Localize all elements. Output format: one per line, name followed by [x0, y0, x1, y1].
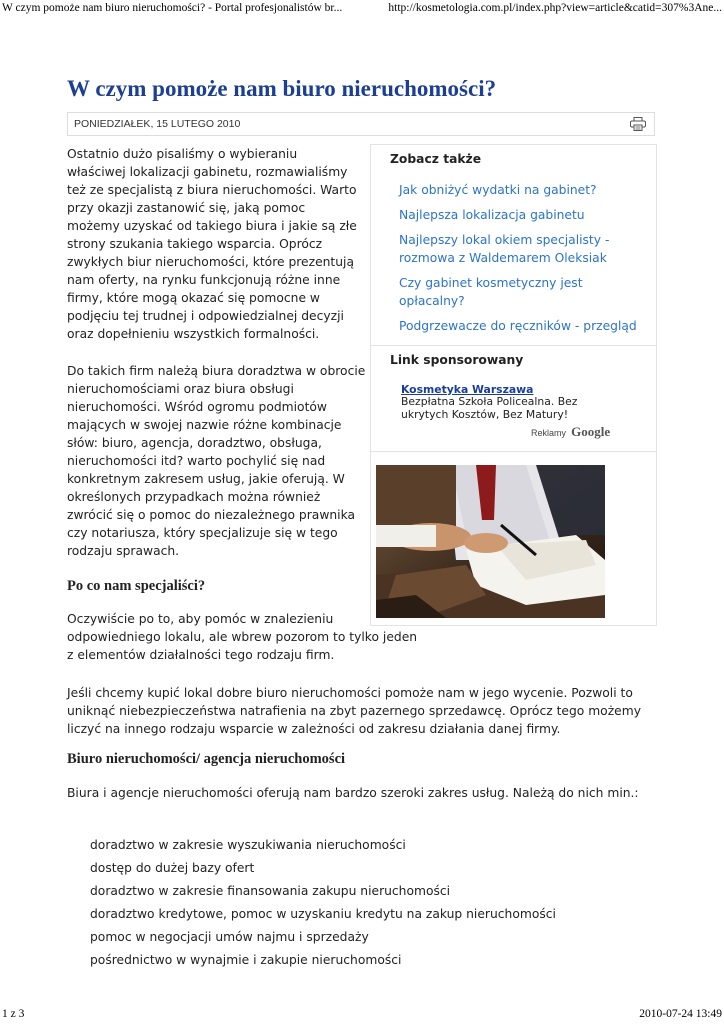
list-item: doradztwo kredytowe, pomoc w uzyskaniu kredytu na zakup nieruchomości [90, 907, 556, 921]
paragraph-firms: Do takich firm należą biura doradztwa w obrocie nieruchomościami oraz biura obsługi nieruchomości. Wśród ogromu podmiotów mających w swojej nazwie różne kombinacje słów: biuro, agencja, doradztwo, obsługa, nieruchomości itd? warto pochylić się nad konkretnym zakresem usług, jakie oferują. W określonych przypadkach można również zwrócić się o pomoc do niezależnego prawnika czy notariusza, który specjalizuje się w tego rodzaju sprawach. [67, 364, 366, 558]
print-page-url: http://kosmetologia.com.pl/index.php?view=article&catid=307%3Ane... [388, 2, 722, 14]
ads-by-google[interactable] [531, 421, 610, 440]
section-heading-specialists: Po co nam specjaliści? [67, 578, 206, 594]
article-title: W czym pomoże nam biuro nieruchomości? [67, 76, 497, 101]
paragraph-valuation: Jeśli chcemy kupić lokal dobre biuro nieruchomości pomoże nam w jego wycenie. Pozwoli to uniknąć niebezpieczeństwa natrafienia na zbyt pazernego sprzedawcę. Oprócz tego możemy liczyć na innego rodzaju wsparcie w zależności od zakresu działania danej firmy. [67, 686, 641, 736]
businessman-signing-photo [376, 465, 605, 618]
list-item: doradztwo w zakresie finansowania zakupu nieruchomości [90, 884, 451, 898]
sponsored-heading: Link sponsorowany [390, 353, 524, 367]
list-item: pośrednictwo w wynajmie i zakupie nieruchomości [90, 953, 402, 967]
sidebar-divider [371, 345, 656, 346]
see-also-list [399, 181, 649, 342]
article-meta-bar [67, 112, 655, 136]
print-datetime: 2010-07-24 13:49 [639, 1008, 722, 1020]
paragraph-purpose: Oczywiście po to, aby pomóc w znalezieniu odpowiedniego lokalu, ale wbrew pozorom to tylko jeden z elementów działalności tego rodzaju firm. [67, 612, 418, 662]
print-header [0, 0, 724, 18]
see-also-heading: Zobacz także [390, 152, 482, 166]
sidebar-divider [371, 451, 656, 452]
google-logo: Google [571, 424, 611, 439]
services-list [90, 834, 556, 972]
page-number: 1 z 3 [2, 1008, 25, 1020]
list-item: doradztwo w zakresie wyszukiwania nieruchomości [90, 838, 406, 852]
article-date: PONIEDZIAŁEK, 15 LUTEGO 2010 [74, 118, 241, 130]
section-heading-agency: Biuro nieruchomości/ agencja nieruchomości [67, 751, 346, 767]
ad-title-link[interactable]: Kosmetyka Warszawa [401, 383, 534, 396]
paragraph-intro: Ostatnio dużo pisaliśmy o wybieraniu właściwej lokalizacji gabinetu, rozmawialiśmy też ze specjalistą z biura nieruchomości. Warto przy okazji zastanowić się, jaką pomoc możemy uzyskać od takiego biura i jakie są złe strony szukania takiego wsparcia. Oprócz zwykłych biur nieruchomości, które prezentują nam oferty, na rynku funkcjonują różne inne firmy, które mogą okazać się pomocne w podjęciu tej trudnej i odpowiedzialnej decyzji oraz dopełnieniu wszystkich formalności. [67, 147, 357, 341]
see-also-link[interactable]: Jak obniżyć wydatki na gabinet? [399, 183, 597, 197]
see-also-link[interactable]: Najlepszy lokal okiem specjalisty - rozmowa z Waldemarem Oleksiak [399, 233, 610, 265]
paragraph-services: Biura i agencje nieruchomości oferują nam bardzo szeroki zakres usług. Należą do nich min.: [67, 786, 639, 800]
printer-icon[interactable] [630, 117, 646, 131]
see-also-link[interactable]: Najlepsza lokalizacja gabinetu [399, 208, 585, 222]
list-item: dostęp do dużej bazy ofert [90, 861, 255, 875]
ads-label: Reklamy [531, 428, 567, 438]
print-footer [0, 1006, 724, 1024]
print-page-title: W czym pomoże nam biuro nieruchomości? - Portal profesjonalistów br... [2, 2, 343, 14]
see-also-link[interactable]: Podgrzewacze do ręczników - przegląd [399, 319, 637, 333]
list-item: pomoc w negocjacji umów najmu i sprzedaży [90, 930, 369, 944]
see-also-link[interactable]: Czy gabinet kosmetyczny jest opłacalny? [399, 276, 583, 308]
ad-description: Bezpłatna Szkoła Policealna. Bez ukrytych Kosztów, Bez Matury! [401, 395, 578, 421]
